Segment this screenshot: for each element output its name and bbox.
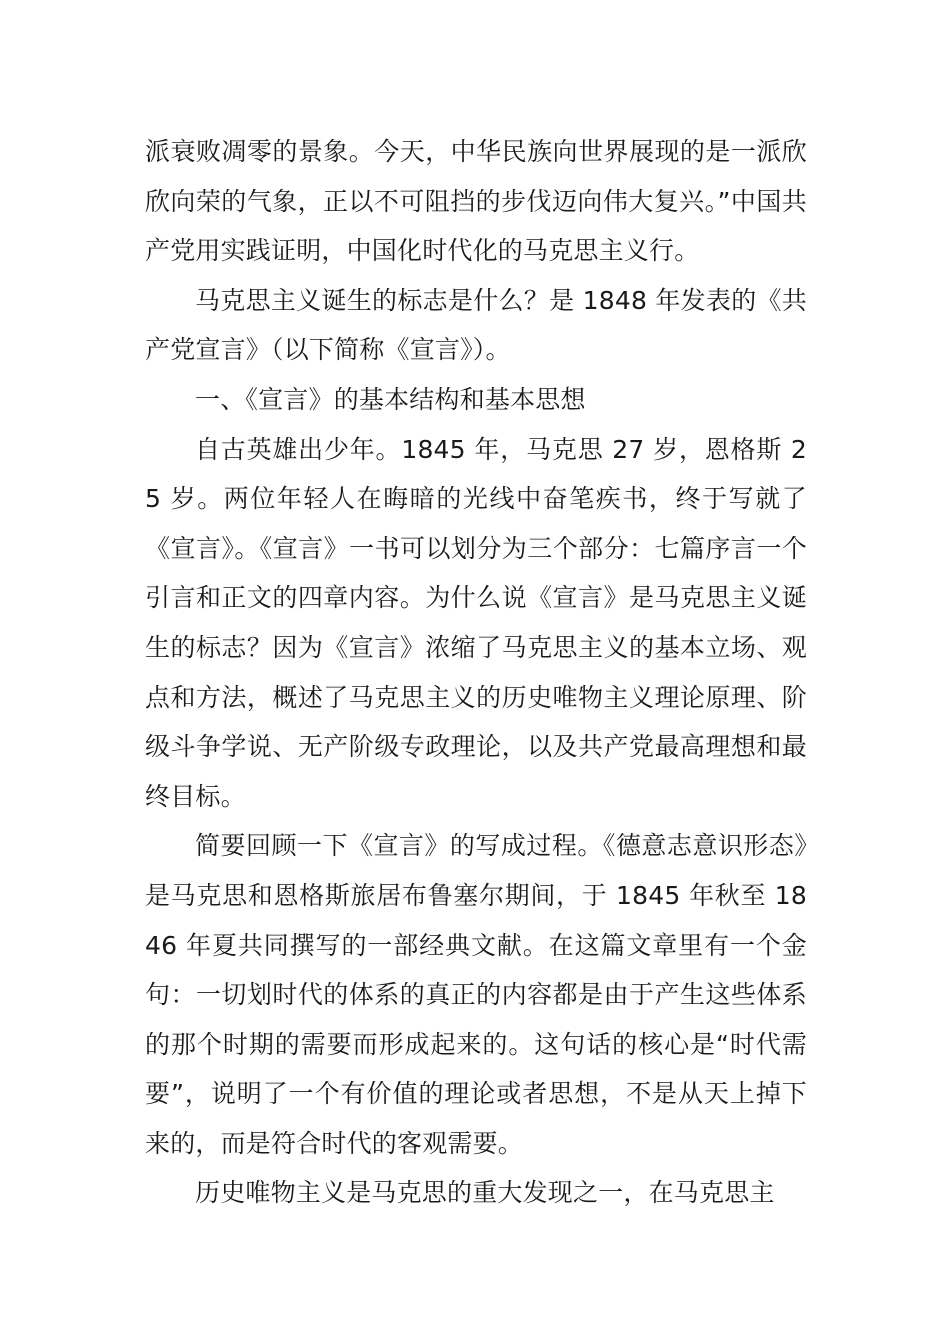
paragraph-historical-materialism: 历史唯物主义是马克思的重大发现之一，在马克思主: [195, 1178, 775, 1208]
paragraph-question: 马克思主义诞生的标志是什么？是 1848 年发表的《共产党宣言》（以下简称《宣言》）。: [145, 285, 807, 365]
document-body: [145, 127, 807, 1218]
paragraph-continued: 派衰败凋零的景象。今天，中华民族向世界展现的是一派欣欣向荣的气象，正以不可阻挡的步伐迈向伟大复兴。”中国共产党用实践证明，中国化时代化的马克思主义行。: [145, 137, 807, 266]
paragraph-writing-process: 简要回顾一下《宣言》的写成过程。《德意志意识形态》是马克思和恩格斯旅居布鲁塞尔期间，于 1845 年秋至 1846 年夏共同撰写的一部经典文献。在这篇文章里有一个金句：一切划时代的体系的真正的内容都是由于产生这些体系的那个时期的需要而形成起来的。这句话的核心是“时代需要”，说明了一个有价值的理论或者思想，不是从天上掉下来的，而是符合时代的客观需要。: [145, 831, 807, 1158]
section-heading: 一、《宣言》的基本结构和基本思想: [195, 384, 586, 414]
paragraph-structure: 自古英雄出少年。1845 年，马克思 27 岁，恩格斯 25 岁。两位年轻人在晦暗的光线中奋笔疾书，终于写就了《宣言》。《宣言》一书可以划分为三个部分：七篇序言一个引言和正文的四章内容。为什么说《宣言》是马克思主义诞生的标志？因为《宣言》浓缩了马克思主义的基本立场、观点和方法，概述了马克思主义的历史唯物主义理论原理、阶级斗争学说、无产阶级专政理论，以及共产党最高理想和最终目标。: [145, 434, 807, 811]
